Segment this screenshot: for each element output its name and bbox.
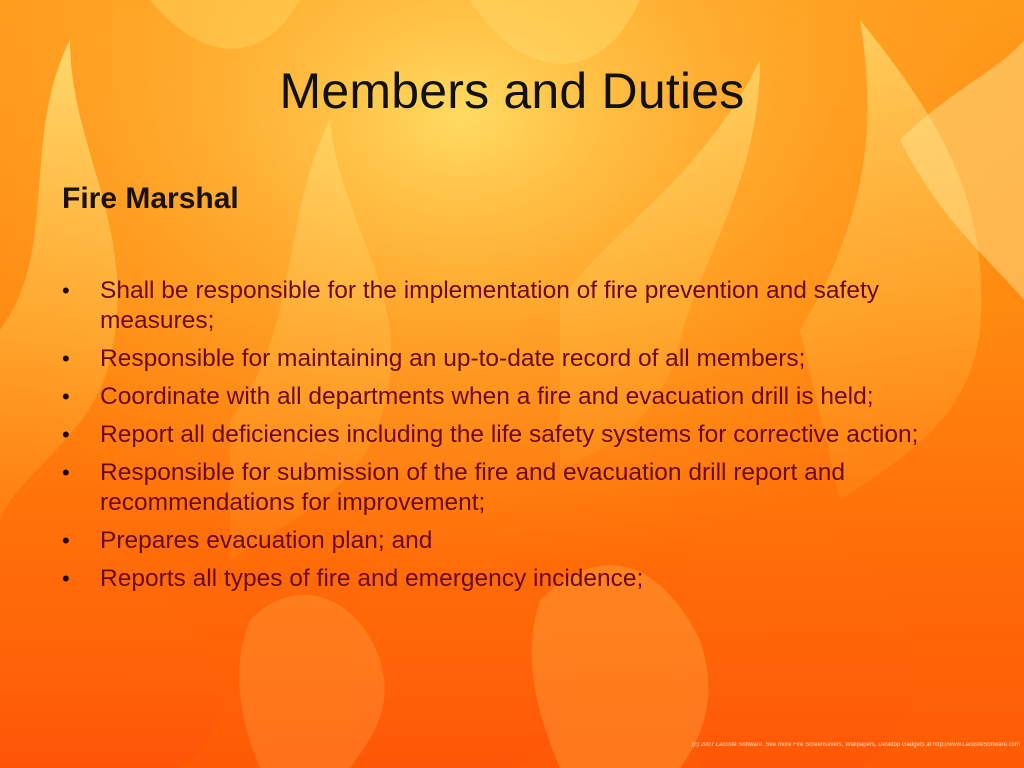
bullet-item: [62, 564, 962, 594]
bullet-text: Shall be responsible for the implementation of fire prevention and safety measures;: [100, 277, 880, 334]
bullet-item: [62, 526, 962, 556]
copyright-watermark: (c) 2007 Lacoste Software. See more Fire Screensavers, Wallpapers, Desktop Gadgets at http://www.LacosteSoftware.com: [692, 742, 1020, 748]
section-heading: Fire Marshal: [62, 182, 239, 215]
bullet-icon: •: [62, 566, 70, 591]
bullet-icon: •: [62, 346, 70, 371]
bullet-icon: •: [62, 460, 70, 485]
bullet-icon: •: [62, 528, 70, 553]
bullet-item: [62, 276, 962, 336]
slide-title: Members and Duties: [279, 63, 745, 119]
bullet-text: Responsible for submission of the fire and evacuation drill report and recommendations for improvement;: [100, 459, 845, 516]
bullet-text: Coordinate with all departments when a fire and evacuation drill is held;: [100, 383, 874, 410]
bullet-icon: •: [62, 422, 70, 447]
bullet-text: Prepares evacuation plan; and: [100, 527, 433, 554]
bullet-item: [62, 344, 962, 374]
bullet-text: Responsible for maintaining an up-to-date record of all members;: [100, 345, 806, 372]
bullet-list: [62, 276, 962, 602]
bullet-item: [62, 382, 962, 412]
bullet-item: [62, 420, 962, 450]
bullet-icon: •: [62, 278, 70, 303]
bullet-text: Report all deficiencies including the life safety systems for corrective action;: [100, 421, 919, 448]
bullet-text: Reports all types of fire and emergency incidence;: [100, 565, 644, 592]
bullet-icon: •: [62, 384, 70, 409]
bullet-item: [62, 458, 962, 518]
